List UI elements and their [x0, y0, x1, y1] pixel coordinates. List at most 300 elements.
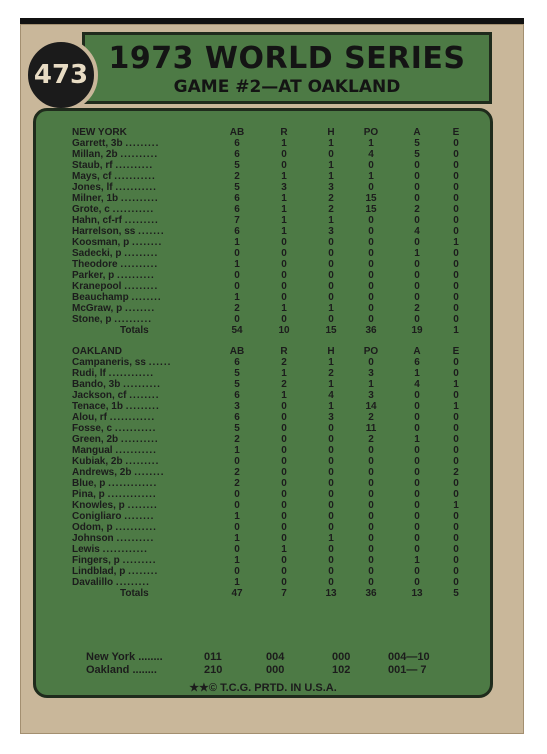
stat-r: 0: [281, 533, 287, 544]
player-name: [72, 401, 242, 412]
player-name-text: Mays, cf: [72, 171, 112, 182]
stat-h: 0: [328, 248, 334, 259]
leader-dots: .......: [138, 226, 165, 237]
player-name-text: Lindblad, p: [72, 566, 126, 577]
stat-po: 0: [368, 500, 374, 511]
leader-dots: ..........: [120, 434, 159, 445]
stat-po: 0: [368, 259, 374, 270]
total-e: 1: [453, 325, 459, 336]
stat-a: 2: [414, 303, 420, 314]
total-po: 36: [365, 325, 377, 336]
total-ab: 47: [231, 588, 243, 599]
player-name-text: Odom, p: [72, 522, 113, 533]
leader-dots: ..........: [115, 160, 154, 171]
stat-h: 0: [328, 445, 334, 456]
player-row: [72, 511, 482, 522]
stat-a: 0: [414, 171, 420, 182]
player-row: [72, 489, 482, 500]
player-row: [72, 456, 482, 467]
stat-e: 0: [453, 434, 459, 445]
stat-e: 0: [453, 533, 459, 544]
column-header: E: [452, 346, 460, 357]
player-name-text: Fosse, c: [72, 423, 113, 434]
player-row: [72, 379, 482, 390]
player-row: [72, 434, 482, 445]
stat-h: 0: [328, 456, 334, 467]
player-row: [72, 401, 482, 412]
stat-ab: 2: [234, 478, 240, 489]
leader-dots: ........: [127, 500, 158, 511]
stat-e: 0: [453, 390, 459, 401]
stat-po: 0: [368, 478, 374, 489]
linescore-row: [86, 664, 466, 677]
stat-e: 0: [453, 445, 459, 456]
stat-h: 0: [328, 566, 334, 577]
player-name-text: Beauchamp: [72, 292, 129, 303]
stat-po: 0: [368, 555, 374, 566]
column-header: H: [327, 127, 335, 138]
player-name: [72, 368, 242, 379]
stat-po: 1: [368, 379, 374, 390]
stat-a: 0: [414, 456, 420, 467]
stat-a: 0: [414, 390, 420, 401]
player-name-text: Jones, lf: [72, 182, 113, 193]
player-row: [72, 215, 482, 226]
inning-group: 004—10: [388, 651, 430, 663]
stat-e: 0: [453, 478, 459, 489]
player-name-text: Stone, p: [72, 314, 112, 325]
stat-po: 1: [368, 138, 374, 149]
stat-a: 0: [414, 423, 420, 434]
player-name: [72, 248, 242, 259]
player-row: [72, 259, 482, 270]
leader-dots: ..........: [114, 314, 153, 325]
stat-h: 0: [328, 577, 334, 588]
leader-dots: ........: [132, 664, 157, 676]
stat-r: 1: [281, 303, 287, 314]
stat-h: 0: [328, 237, 334, 248]
player-name-text: Davalillo: [72, 577, 114, 588]
stat-a: 0: [414, 478, 420, 489]
leader-dots: .............: [107, 489, 157, 500]
stat-ab: 6: [234, 390, 240, 401]
player-name: [72, 566, 242, 577]
inning-group: 102: [332, 664, 351, 676]
stat-e: 2: [453, 467, 459, 478]
stat-po: 0: [368, 445, 374, 456]
stat-h: 1: [328, 401, 334, 412]
leader-dots: ........: [124, 511, 155, 522]
stat-h: 0: [328, 423, 334, 434]
stat-po: 15: [365, 193, 377, 204]
total-r: 10: [278, 325, 290, 336]
stat-r: 3: [281, 182, 287, 193]
team-name: OAKLAND: [72, 346, 122, 357]
player-name: [72, 303, 242, 314]
leader-dots: ...........: [114, 171, 156, 182]
player-row: [72, 193, 482, 204]
player-name-text: Garrett, 3b: [72, 138, 123, 149]
stat-ab: 1: [234, 292, 240, 303]
player-name: [72, 160, 242, 171]
stat-r: 0: [281, 456, 287, 467]
stat-e: 0: [453, 193, 459, 204]
column-header: PO: [363, 346, 379, 357]
leader-dots: ........: [131, 292, 162, 303]
total-h: 15: [325, 325, 337, 336]
player-name-text: Lewis: [72, 544, 100, 555]
player-name: [72, 270, 242, 281]
stat-a: 5: [414, 138, 420, 149]
stat-e: 0: [453, 259, 459, 270]
player-row: [72, 478, 482, 489]
player-name-text: Knowles, p: [72, 500, 125, 511]
stat-po: 0: [368, 160, 374, 171]
column-header: AB: [229, 127, 245, 138]
stat-ab: 1: [234, 511, 240, 522]
stat-ab: 7: [234, 215, 240, 226]
total-h: 13: [325, 588, 337, 599]
player-name: [72, 467, 242, 478]
stat-a: 0: [414, 160, 420, 171]
player-name-text: Conigliaro: [72, 511, 122, 522]
inning-group: 011: [204, 651, 222, 663]
player-row: [72, 533, 482, 544]
stat-r: 1: [281, 226, 287, 237]
player-row: [72, 226, 482, 237]
stat-e: 1: [453, 379, 459, 390]
player-name: [72, 522, 242, 533]
stat-po: 0: [368, 357, 374, 368]
stat-h: 3: [328, 412, 334, 423]
stat-a: 1: [414, 248, 420, 259]
leader-dots: .............: [108, 478, 158, 489]
player-row: [72, 248, 482, 259]
stat-a: 0: [414, 412, 420, 423]
stat-h: 1: [328, 533, 334, 544]
player-name: [72, 314, 242, 325]
stat-r: 0: [281, 259, 287, 270]
stat-a: 1: [414, 368, 420, 379]
stat-ab: 5: [234, 160, 240, 171]
stat-h: 3: [328, 182, 334, 193]
stat-h: 4: [328, 390, 334, 401]
stat-po: 0: [368, 489, 374, 500]
stat-h: 0: [328, 270, 334, 281]
player-name: [72, 292, 242, 303]
card-subtitle: GAME #2—AT OAKLAND: [173, 77, 401, 97]
stat-ab: 0: [234, 281, 240, 292]
stat-ab: 2: [234, 467, 240, 478]
stat-h: 3: [328, 226, 334, 237]
leader-dots: ..........: [120, 149, 159, 160]
stat-r: 0: [281, 314, 287, 325]
stat-r: 0: [281, 500, 287, 511]
stat-e: 0: [453, 423, 459, 434]
stat-ab: 5: [234, 423, 240, 434]
player-name: [72, 226, 242, 237]
stat-ab: 6: [234, 204, 240, 215]
player-name-text: Kubiak, 2b: [72, 456, 123, 467]
stat-r: 1: [281, 193, 287, 204]
column-header: R: [280, 346, 288, 357]
player-row: [72, 149, 482, 160]
leader-dots: ...........: [115, 522, 157, 533]
stat-r: 0: [281, 160, 287, 171]
player-name: [72, 456, 242, 467]
stat-ab: 5: [234, 368, 240, 379]
stat-h: 0: [328, 511, 334, 522]
stat-r: 1: [281, 215, 287, 226]
stat-e: 0: [453, 204, 459, 215]
column-header: A: [413, 127, 421, 138]
stat-r: 0: [281, 401, 287, 412]
stat-ab: 0: [234, 314, 240, 325]
player-name: [72, 555, 242, 566]
leader-dots: ........: [132, 237, 163, 248]
stat-e: 0: [453, 215, 459, 226]
stat-r: 1: [281, 368, 287, 379]
player-name: [72, 357, 242, 368]
total-r: 7: [281, 588, 287, 599]
stat-h: 0: [328, 281, 334, 292]
stat-a: 0: [414, 511, 420, 522]
stat-r: 0: [281, 423, 287, 434]
team-name: NEW YORK: [72, 127, 127, 138]
stat-ab: 2: [234, 171, 240, 182]
player-name: [72, 259, 242, 270]
player-name-text: Johnson: [72, 533, 114, 544]
player-row: [72, 500, 482, 511]
stat-h: 2: [328, 204, 334, 215]
stat-e: 0: [453, 368, 459, 379]
stat-po: 0: [368, 533, 374, 544]
stat-po: 0: [368, 303, 374, 314]
player-name-text: Andrews, 2b: [72, 467, 132, 478]
leader-dots: ..........: [120, 193, 159, 204]
stat-e: 0: [453, 160, 459, 171]
leader-dots: ............: [109, 412, 156, 423]
stat-r: 1: [281, 390, 287, 401]
stat-po: 0: [368, 467, 374, 478]
player-name: [72, 171, 242, 182]
stat-a: 0: [414, 467, 420, 478]
totals-row: [72, 325, 482, 336]
player-row: [72, 138, 482, 149]
column-header: PO: [363, 127, 379, 138]
stat-ab: 1: [234, 533, 240, 544]
stat-po: 0: [368, 314, 374, 325]
total-ab: 54: [231, 325, 243, 336]
stat-ab: 0: [234, 500, 240, 511]
stat-r: 0: [281, 281, 287, 292]
stat-e: 0: [453, 248, 459, 259]
leader-dots: ..........: [120, 259, 159, 270]
leader-dots: .........: [124, 281, 159, 292]
stat-r: 0: [281, 149, 287, 160]
stat-r: 1: [281, 544, 287, 555]
leader-dots: ...........: [115, 182, 157, 193]
stat-r: 0: [281, 522, 287, 533]
player-name-text: Mangual: [72, 445, 113, 456]
stat-r: 1: [281, 204, 287, 215]
stat-ab: 6: [234, 226, 240, 237]
stat-ab: 2: [234, 434, 240, 445]
stat-e: 0: [453, 138, 459, 149]
team-section-new_york: [72, 127, 482, 336]
player-name: [72, 412, 242, 423]
player-row: [72, 577, 482, 588]
stat-ab: 1: [234, 445, 240, 456]
stat-po: 0: [368, 544, 374, 555]
player-row: [72, 182, 482, 193]
player-row: [72, 171, 482, 182]
stat-a: 2: [414, 204, 420, 215]
stat-e: 0: [453, 292, 459, 303]
stat-a: 1: [414, 434, 420, 445]
linescore-row: [86, 651, 466, 664]
stat-a: 0: [414, 533, 420, 544]
stat-h: 0: [328, 314, 334, 325]
leader-dots: ...........: [114, 423, 157, 434]
stat-po: 2: [368, 434, 374, 445]
leader-dots: ...........: [112, 204, 155, 215]
stat-a: 0: [414, 522, 420, 533]
stat-po: 0: [368, 511, 374, 522]
box-score-table: [72, 127, 482, 603]
stat-a: 0: [414, 270, 420, 281]
player-row: [72, 412, 482, 423]
team-header-row: [72, 346, 482, 357]
stat-h: 0: [328, 522, 334, 533]
player-name: [72, 182, 242, 193]
stat-ab: 6: [234, 357, 240, 368]
stat-e: 0: [453, 270, 459, 281]
team-section-oakland: [72, 346, 482, 599]
stat-po: 14: [365, 401, 377, 412]
player-name: [72, 390, 242, 401]
leader-dots: ............: [108, 368, 155, 379]
stat-a: 0: [414, 193, 420, 204]
totals-label: Totals: [120, 325, 149, 336]
leader-dots: .........: [125, 138, 160, 149]
player-name-text: Green, 2b: [72, 434, 119, 445]
column-header: E: [452, 127, 460, 138]
stat-ab: 0: [234, 522, 240, 533]
player-name: [72, 204, 242, 215]
stat-e: 0: [453, 281, 459, 292]
stat-e: 0: [453, 303, 459, 314]
stat-ab: 6: [234, 412, 240, 423]
stat-a: 0: [414, 577, 420, 588]
player-row: [72, 160, 482, 171]
player-row: [72, 357, 482, 368]
player-name: [72, 544, 242, 555]
stat-a: 4: [414, 379, 420, 390]
stat-r: 0: [281, 270, 287, 281]
player-name-text: Fingers, p: [72, 555, 120, 566]
stat-h: 0: [328, 467, 334, 478]
stat-a: 5: [414, 149, 420, 160]
stat-ab: 0: [234, 566, 240, 577]
linescore-team: [86, 664, 157, 677]
column-header: R: [280, 127, 288, 138]
player-name: [72, 423, 242, 434]
stat-po: 0: [368, 226, 374, 237]
leader-dots: .........: [125, 401, 160, 412]
stat-po: 1: [368, 171, 374, 182]
leader-dots: .........: [115, 577, 150, 588]
column-header: A: [413, 346, 421, 357]
stat-h: 0: [328, 500, 334, 511]
player-name: [72, 215, 242, 226]
stat-e: 0: [453, 412, 459, 423]
stat-a: 0: [414, 445, 420, 456]
inning-group: 000: [266, 664, 285, 676]
stat-e: 1: [453, 500, 459, 511]
player-name-text: Tenace, 1b: [72, 401, 123, 412]
column-header: H: [327, 346, 335, 357]
stat-r: 0: [281, 237, 287, 248]
stat-a: 0: [414, 401, 420, 412]
stat-po: 0: [368, 237, 374, 248]
player-name-text: Rudi, lf: [72, 368, 106, 379]
stat-a: 0: [414, 314, 420, 325]
player-row: [72, 237, 482, 248]
stat-ab: 0: [234, 248, 240, 259]
stat-r: 0: [281, 467, 287, 478]
player-row: [72, 390, 482, 401]
linescore-team: [86, 651, 163, 664]
leader-dots: ........: [134, 467, 165, 478]
stat-e: 0: [453, 171, 459, 182]
player-row: [72, 303, 482, 314]
player-row: [72, 555, 482, 566]
player-name: [72, 533, 242, 544]
total-a: 19: [411, 325, 423, 336]
player-row: [72, 522, 482, 533]
card-number-badge: 473: [24, 38, 98, 112]
player-name: [72, 445, 242, 456]
stat-h: 1: [328, 303, 334, 314]
totals-row: [72, 588, 482, 599]
stat-ab: 0: [234, 489, 240, 500]
stat-ab: 1: [234, 237, 240, 248]
player-row: [72, 204, 482, 215]
linescore-team-name: Oakland: [86, 664, 130, 676]
stat-e: 0: [453, 555, 459, 566]
card-title: 1973 WORLD SERIES: [108, 41, 466, 76]
stat-ab: 1: [234, 577, 240, 588]
stat-po: 2: [368, 412, 374, 423]
leader-dots: ..........: [116, 533, 155, 544]
team-header-row: [72, 127, 482, 138]
leader-dots: .........: [125, 456, 160, 467]
stat-h: 0: [328, 292, 334, 303]
stat-a: 0: [414, 237, 420, 248]
stat-ab: 0: [234, 544, 240, 555]
stat-e: 0: [453, 544, 459, 555]
stat-a: 0: [414, 544, 420, 555]
leader-dots: ........: [138, 651, 163, 663]
stat-h: 2: [328, 193, 334, 204]
leader-dots: ..........: [117, 270, 155, 281]
player-name: [72, 511, 242, 522]
column-header: AB: [229, 346, 245, 357]
box-score-panel: [33, 108, 493, 698]
stat-po: 0: [368, 522, 374, 533]
leader-dots: ...........: [115, 445, 157, 456]
